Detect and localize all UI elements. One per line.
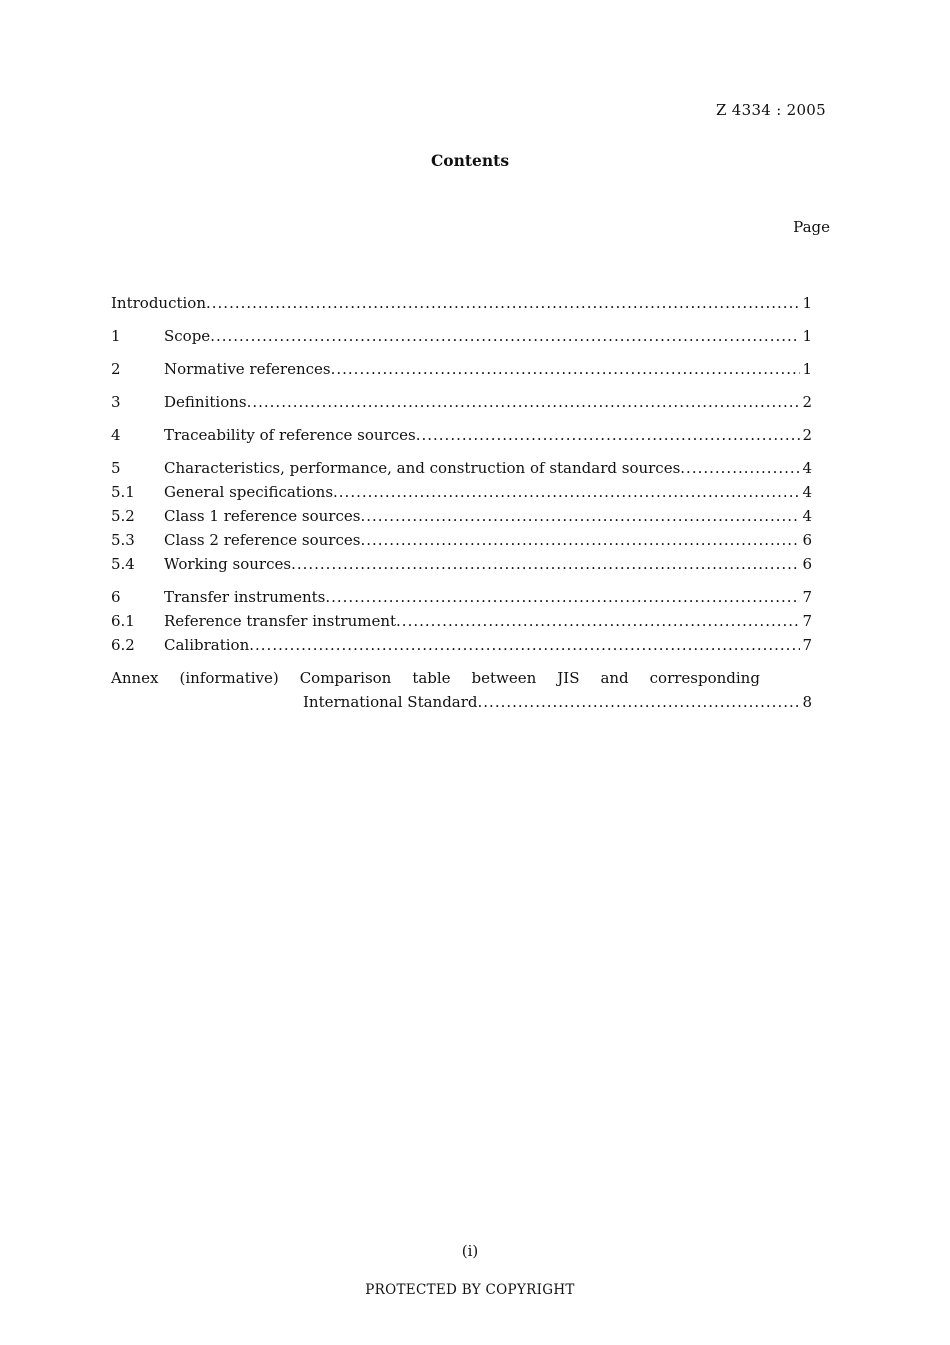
toc-entry-6[interactable] bbox=[111, 586, 812, 610]
toc-entry-number: 2 bbox=[111, 360, 121, 378]
toc-entry-page: 4 bbox=[802, 507, 812, 525]
toc-entry-text: Class 2 reference sources bbox=[164, 531, 361, 549]
annex-word: corresponding bbox=[649, 669, 760, 687]
toc-entry-number: 5.2 bbox=[111, 507, 135, 525]
toc-entry-6-1[interactable] bbox=[111, 610, 812, 634]
toc-entry-page: 2 bbox=[802, 393, 812, 411]
annex-word: Annex bbox=[111, 669, 159, 687]
toc-entry-annex[interactable] bbox=[111, 667, 812, 715]
toc-entry-page: 8 bbox=[802, 693, 812, 711]
toc-entry-text: Class 1 reference sources bbox=[164, 507, 361, 525]
toc-entry-text: Working sources bbox=[164, 555, 292, 573]
toc-entry-page: 6 bbox=[802, 555, 812, 573]
toc-entry-page: 7 bbox=[802, 588, 812, 606]
dot-leader bbox=[680, 457, 800, 479]
toc-entry-number: 5.1 bbox=[111, 483, 135, 501]
toc-entry-number: 5.4 bbox=[111, 555, 135, 573]
document-number: Z 4334 : 2005 bbox=[715, 101, 826, 119]
toc-entry-text: General specifications bbox=[164, 483, 334, 501]
toc-entry-page: 1 bbox=[802, 360, 812, 378]
toc-entry-number: 6.2 bbox=[111, 636, 135, 654]
toc-entry-text: Transfer instruments bbox=[164, 588, 326, 606]
dot-leader bbox=[478, 691, 801, 713]
toc-entry-number: 3 bbox=[111, 393, 121, 411]
dot-leader bbox=[360, 529, 800, 551]
dot-leader bbox=[206, 292, 800, 314]
toc-entry-page: 7 bbox=[802, 636, 812, 654]
toc-entry-1[interactable] bbox=[111, 325, 812, 349]
toc-entry-text: Definitions bbox=[164, 393, 247, 411]
annex-word: between bbox=[471, 669, 537, 687]
toc-entry-page: 1 bbox=[802, 294, 812, 312]
toc-entry-text: Introduction bbox=[111, 294, 206, 312]
dot-leader bbox=[331, 358, 801, 380]
toc-entry-page: 7 bbox=[802, 612, 812, 630]
toc-entry-page: 4 bbox=[802, 459, 812, 477]
dot-leader bbox=[291, 553, 800, 575]
toc-entry-2[interactable] bbox=[111, 358, 812, 382]
annex-word: Comparison bbox=[299, 669, 392, 687]
dot-leader bbox=[333, 481, 800, 503]
toc-entry-introduction[interactable] bbox=[111, 292, 812, 316]
toc-entry-page: 1 bbox=[802, 327, 812, 345]
toc-entry-text: Normative references bbox=[164, 360, 331, 378]
annex-continuation-text: International Standard bbox=[303, 693, 478, 711]
toc-entry-text: Reference transfer instrument bbox=[164, 612, 397, 630]
toc-entry-number: 6 bbox=[111, 588, 121, 606]
toc-entry-page: 2 bbox=[802, 426, 812, 444]
toc-entry-5-3[interactable] bbox=[111, 529, 812, 553]
dot-leader bbox=[210, 325, 800, 347]
toc-entry-text: Calibration bbox=[164, 636, 250, 654]
toc-entry-page: 4 bbox=[802, 483, 812, 501]
annex-word: (informative) bbox=[179, 669, 279, 687]
toc-entry-text: Traceability of reference sources bbox=[164, 426, 416, 444]
toc-entry-5-2[interactable] bbox=[111, 505, 812, 529]
toc-entry-5[interactable] bbox=[111, 457, 812, 481]
toc-entry-5-1[interactable] bbox=[111, 481, 812, 505]
dot-leader bbox=[416, 424, 801, 446]
annex-continuation-line bbox=[111, 691, 812, 715]
toc-entry-number: 4 bbox=[111, 426, 121, 444]
toc-entry-text: Characteristics, performance, and construction of standard sources bbox=[164, 459, 681, 477]
toc-entry-text: Scope bbox=[164, 327, 211, 345]
dot-leader bbox=[360, 505, 800, 527]
toc-entry-4[interactable] bbox=[111, 424, 812, 448]
toc-entry-page: 6 bbox=[802, 531, 812, 549]
annex-word: table bbox=[412, 669, 451, 687]
toc-entry-3[interactable] bbox=[111, 391, 812, 415]
annex-word: and bbox=[600, 669, 629, 687]
annex-word: JIS bbox=[557, 669, 580, 687]
page-column-label: Page bbox=[793, 218, 830, 236]
toc-entry-number: 5 bbox=[111, 459, 121, 477]
toc-entry-number: 5.3 bbox=[111, 531, 135, 549]
toc-entry-6-2[interactable] bbox=[111, 634, 812, 658]
annex-title-line bbox=[111, 667, 760, 691]
dot-leader bbox=[249, 634, 800, 656]
toc-entry-number: 1 bbox=[111, 327, 121, 345]
dot-leader bbox=[247, 391, 801, 413]
toc-entry-5-4[interactable] bbox=[111, 553, 812, 577]
footer-page-number: (i) bbox=[461, 1242, 479, 1260]
copyright-notice: PROTECTED BY COPYRIGHT bbox=[365, 1282, 575, 1298]
page-title: Contents bbox=[430, 151, 510, 170]
table-of-contents bbox=[111, 292, 812, 715]
toc-entry-number: 6.1 bbox=[111, 612, 135, 630]
dot-leader bbox=[325, 586, 800, 608]
dot-leader bbox=[396, 610, 800, 632]
